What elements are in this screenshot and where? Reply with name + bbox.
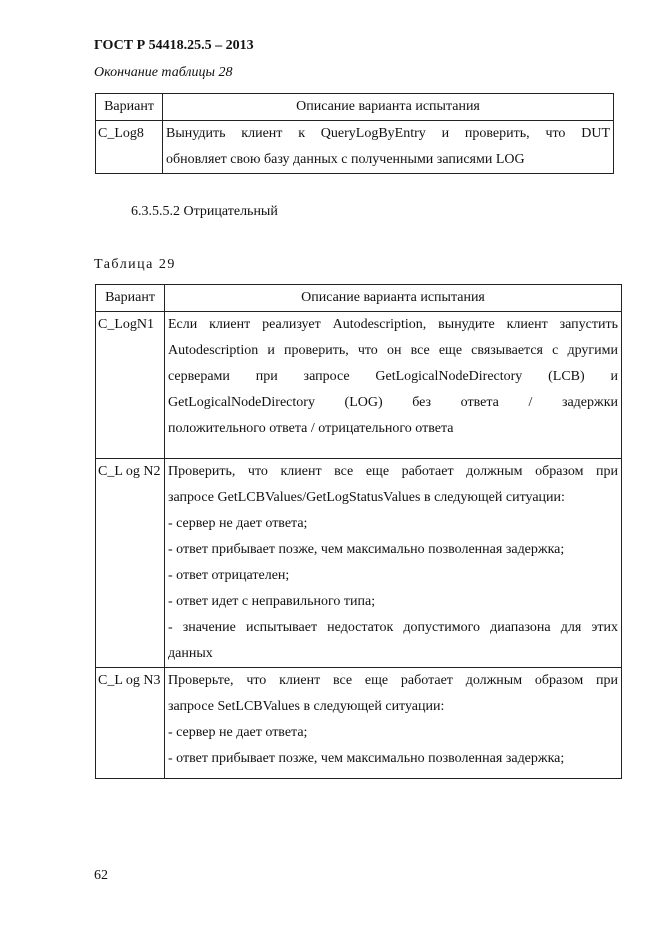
description-line: GetLogicalNodeDirectory (LOG) без ответа / задержки	[168, 395, 618, 410]
description-line: Вынудить клиент к QueryLogByEntry и проверить, что DUT	[166, 126, 610, 141]
table-row	[96, 459, 622, 668]
page-number: 62	[94, 868, 108, 883]
table-28-end	[95, 93, 614, 174]
description-line: - ответ прибывает позже, чем максимально позволенная задержка;	[168, 751, 565, 766]
table-header-row	[96, 94, 614, 121]
variant-description	[165, 668, 622, 779]
variant-description	[163, 121, 614, 174]
column-header-description: Описание варианта испытания	[165, 285, 622, 312]
description-line: Autodescription и проверить, что он все еще связывается с другими	[168, 343, 618, 358]
description-line: серверами при запросе GetLogicalNodeDirectory (LCB) и	[168, 369, 618, 384]
document-standard-header: ГОСТ Р 54418.25.5 – 2013	[94, 38, 254, 53]
table-continuation-caption: Окончание таблицы 28	[94, 65, 233, 80]
description-line: Проверьте, что клиент все еще работает должным образом при	[168, 673, 618, 688]
variant-code: C_Log8	[96, 121, 163, 174]
column-header-variant: Вариант	[96, 285, 165, 312]
table-29-caption: Таблица 29	[94, 257, 176, 272]
description-line: - сервер не дает ответа;	[168, 516, 308, 531]
column-header-description: Описание варианта испытания	[163, 94, 614, 121]
column-header-variant: Вариант	[96, 94, 163, 121]
table-row	[96, 668, 622, 779]
description-line: - ответ прибывает позже, чем максимально позволенная задержка;	[168, 542, 565, 557]
variant-description	[165, 312, 622, 459]
description-line: - сервер не дает ответа;	[168, 725, 308, 740]
description-line: - значение испытывает недостаток допустимого диапазона для этих	[168, 620, 618, 635]
table-29	[95, 284, 622, 779]
table-row	[96, 121, 614, 174]
description-line: запросе GetLCBValues/GetLogStatusValues в следующей ситуации:	[168, 490, 565, 505]
variant-description	[165, 459, 622, 668]
description-line: - ответ отрицателен;	[168, 568, 290, 583]
description-line: данных	[168, 646, 213, 661]
description-line: запросе SetLCBValues в следующей ситуации:	[168, 699, 445, 714]
section-heading: 6.3.5.5.2 Отрицательный	[131, 204, 278, 219]
description-line: Если клиент реализует Autodescription, вынудите клиент запустить	[168, 317, 618, 332]
table-row	[96, 312, 622, 459]
description-line: обновляет свою базу данных с полученными записями LOG	[166, 152, 525, 167]
description-line: - ответ идет с неправильного типа;	[168, 594, 376, 609]
table-header-row	[96, 285, 622, 312]
description-line: Проверить, что клиент все еще работает должным образом при	[168, 464, 618, 479]
variant-code: C_LogN1	[96, 312, 165, 459]
description-line: положительного ответа / отрицательного ответа	[168, 421, 454, 436]
variant-code: C_L og N3	[96, 668, 165, 779]
variant-code: C_L og N2	[96, 459, 165, 668]
